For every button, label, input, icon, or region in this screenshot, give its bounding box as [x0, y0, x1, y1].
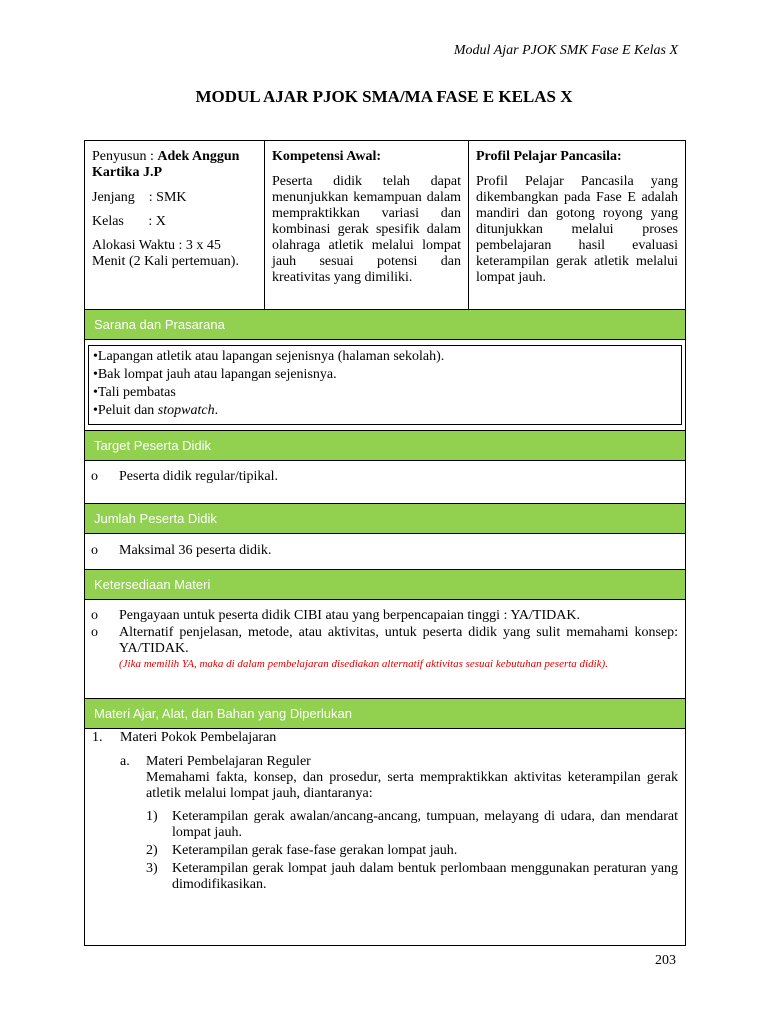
materi-header: Materi Ajar, Alat, dan Bahan yang Diperlukan [84, 698, 686, 729]
document-title: MODUL AJAR PJOK SMA/MA FASE E KELAS X [195, 87, 573, 106]
kompetensi-column [265, 141, 469, 309]
penyusun: Penyusun : Adek Anggun Kartika J.P [92, 149, 240, 180]
ketersediaan-item: o Alternatif penjelasan, metode, atau aktivitas, untuk peserta didik yang sulit memahami konsep: YA/TIDAK. (Jika memilih YA, maka di dalam pembelajaran disediakan alternatif aktivitas sesuai kebutuhan peserta didik). [91, 625, 678, 670]
identity-column [85, 141, 265, 309]
sarana-list [88, 345, 682, 425]
info-table [84, 140, 686, 310]
target-item: o Peserta didik regular/tipikal. [91, 469, 279, 484]
ketersediaan-header: Ketersediaan Materi [84, 569, 686, 600]
materi-list-item: 3) Keterampilan gerak lompat jauh dalam bentuk perlombaan menggunakan peraturan yang dimodifikasikan. [146, 861, 678, 892]
profil-column [469, 141, 685, 309]
materi-list-item: 2) Keterampilan gerak fase-fase gerakan lompat jauh. [146, 843, 458, 858]
profil-heading: Profil Pelajar Pancasila: [476, 149, 622, 164]
jenjang: Jenjang : SMK [92, 190, 187, 205]
materi-list-item: 1) Keterampilan gerak awalan/ancang-ancang, tumpuan, melayang di udara, dan mendarat lompat jauh. [146, 809, 678, 840]
kompetensi-heading: Kompetensi Awal: [272, 149, 382, 164]
target-box [84, 460, 686, 504]
ketersediaan-box [84, 599, 686, 699]
running-header: Modul Ajar PJOK SMK Fase E Kelas X [453, 43, 678, 58]
page-number: 203 [655, 953, 676, 968]
jumlah-header: Jumlah Peserta Didik [84, 503, 686, 534]
target-header: Target Peserta Didik [84, 430, 686, 461]
ketersediaan-item: o Pengayaan untuk peserta didik CIBI atau yang berpencapaian tinggi : YA/TIDAK. [91, 608, 580, 623]
profil-text: Profil Pelajar Pancasila yang dikembangkan pada Fase E adalah mandiri dan gotong royong yang ditunjukkan melalui proses pembelajaran hasil evaluasi keterampilan gerak atletik melalui lompat jauh. [476, 174, 678, 285]
sarana-item: •Peluit dan stopwatch. [93, 403, 219, 418]
jumlah-box [84, 533, 686, 570]
sarana-item: •Bak lompat jauh atau lapangan sejenisnya. [93, 367, 337, 382]
kompetensi-text: Peserta didik telah dapat menunjukkan kemampuan dalam mempraktikkan variasi dan kombinasi gerak spesifik dalam olahraga atletik melalui lompat jauh sesuai potensi dan kreativitas yang dimiliki. [272, 174, 461, 285]
alokasi-waktu: Alokasi Waktu : 3 x 45 Menit (2 Kali pertemuan). [92, 238, 239, 269]
sarana-item: •Tali pembatas [93, 385, 176, 400]
sarana-header: Sarana dan Prasarana [84, 309, 686, 340]
materi-box [84, 728, 686, 946]
materi-sub-a: a. Materi Pembelajaran Reguler Memahami fakta, konsep, dan prosedur, serta mempraktikkan aktivitas keterampilan gerak atletik melalui lompat jauh, diantaranya: 1) Keterampilan gerak awalan/ancang-ancang, tumpuan, melayang di udara, dan mendarat lompat jauh. 2) Keterampilan gerak fase-fase gerakan lompat jauh. 3) Keterampilan gerak lompat jauh dalam bentuk perlombaan menggunakan peraturan yang dimodifikasikan. [120, 754, 678, 892]
jumlah-item: o Maksimal 36 peserta didik. [91, 543, 272, 558]
kelas: Kelas : X [92, 214, 166, 229]
ketersediaan-note: (Jika memilih YA, maka di dalam pembelajaran disediakan alternatif aktivitas sesuai kebutuhan peserta didik). [119, 658, 608, 670]
materi-point: 1. Materi Pokok Pembelajaran [92, 730, 277, 745]
sarana-item: •Lapangan atletik atau lapangan sejenisnya (halaman sekolah). [93, 349, 445, 364]
